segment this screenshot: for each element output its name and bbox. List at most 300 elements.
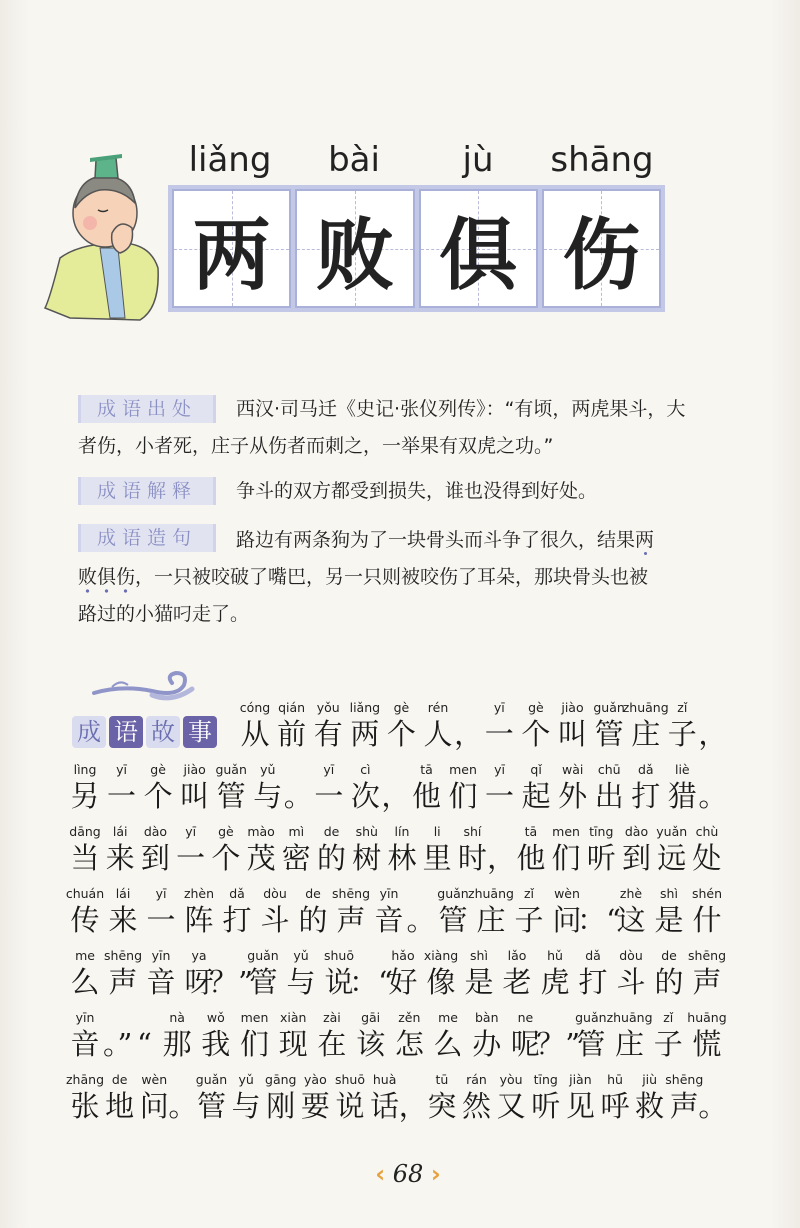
- pinyin: tā: [420, 762, 433, 777]
- pinyin: cì: [360, 762, 371, 777]
- ruby-char: [698, 762, 728, 814]
- hanzi: 个: [143, 779, 173, 813]
- source-text-line2: 者伤，小者死，庄子从伤者而刺之，一举果有双虎之功。”: [78, 435, 554, 457]
- hanzi: 到: [140, 841, 170, 875]
- pinyin: mì: [288, 824, 305, 839]
- pinyin: ya: [191, 948, 207, 963]
- hanzi: 虎: [540, 965, 570, 999]
- ruby-char: [406, 886, 436, 938]
- hanzi: 声: [669, 1089, 699, 1123]
- hanzi: ，: [487, 841, 517, 875]
- hanzi: 前: [277, 717, 307, 751]
- pinyin: zǐ: [663, 1010, 674, 1025]
- hanzi: 个: [386, 717, 416, 751]
- ruby-char: [137, 1072, 171, 1124]
- ruby-char: [238, 1010, 272, 1062]
- title-pinyin-syllable: bài: [328, 140, 380, 180]
- hanzi: 人: [423, 717, 453, 751]
- hanzi: 的: [654, 965, 684, 999]
- hanzi: 打: [222, 903, 252, 937]
- pinyin: qǐ: [530, 762, 542, 777]
- ruby-char: [385, 824, 419, 876]
- hanzi: 次: [350, 779, 380, 813]
- ruby-char: [372, 886, 406, 938]
- title-char-cell: [295, 189, 414, 308]
- hanzi: 他: [516, 841, 546, 875]
- pinyin: zhèn: [183, 886, 215, 901]
- emphasized-idiom: 败俱伤: [78, 566, 135, 594]
- ruby-char: [462, 948, 496, 1000]
- pinyin: cóng: [239, 700, 271, 715]
- pinyin: wèn: [554, 886, 580, 901]
- hanzi: 子: [667, 717, 697, 751]
- pinyin: wèn: [141, 1072, 168, 1087]
- hanzi: 。: [168, 1089, 198, 1123]
- hanzi: 又: [496, 1089, 526, 1123]
- pinyin: yǒu: [316, 700, 340, 715]
- pinyin: qián: [278, 700, 306, 715]
- ruby-char: [519, 700, 553, 752]
- pinyin: zhāng: [66, 1072, 105, 1087]
- hanzi: 张: [70, 1089, 100, 1123]
- pinyin: zhuāng: [468, 886, 514, 901]
- ruby-char: [350, 824, 384, 876]
- hanzi: 叫: [180, 779, 210, 813]
- example-text-line2: [78, 559, 648, 596]
- hanzi: ：“: [349, 965, 393, 999]
- ruby-char: [651, 1010, 685, 1062]
- ruby-char: [220, 886, 254, 938]
- pinyin: ne: [517, 1010, 534, 1025]
- hanzi: 管: [438, 903, 468, 937]
- pinyin: gè: [393, 700, 410, 715]
- ruby-char: [454, 700, 484, 752]
- ruby-char: [665, 1072, 704, 1124]
- hanzi: 。: [698, 779, 728, 813]
- pinyin: men: [240, 1010, 269, 1025]
- hanzi: ，: [454, 717, 484, 751]
- ruby-char: [141, 762, 175, 814]
- example-text-line3: 路过的小猫叼走了。: [78, 603, 250, 625]
- hanzi: 呢: [510, 1027, 540, 1061]
- ruby-char: [556, 762, 590, 814]
- hanzi: 像: [426, 965, 456, 999]
- ruby-char: [598, 1072, 632, 1124]
- ruby-char: [512, 886, 546, 938]
- pinyin: gāi: [361, 1010, 381, 1025]
- pinyin: zhè: [619, 886, 643, 901]
- pinyin: yī: [116, 762, 127, 777]
- pinyin: wǒ: [206, 1010, 225, 1025]
- ruby-char: [144, 948, 178, 1000]
- hanzi: 声: [108, 965, 138, 999]
- title-pinyin-syllable: liǎng: [188, 140, 272, 180]
- ruby-char: [311, 700, 345, 752]
- ruby-char: [199, 1010, 233, 1062]
- hanzi: 说: [324, 965, 354, 999]
- hanzi: 话: [370, 1089, 400, 1123]
- ruby-char: [409, 762, 443, 814]
- ruby-char: [182, 886, 216, 938]
- hanzi: ：“: [577, 903, 621, 937]
- ruby-char: [354, 1010, 388, 1062]
- pinyin: de: [305, 886, 321, 901]
- pinyin: guǎn: [247, 948, 279, 963]
- hanzi: 出: [594, 779, 624, 813]
- ruby-char: [614, 948, 648, 1000]
- hanzi: ，: [698, 717, 728, 751]
- pinyin: tīng: [589, 824, 614, 839]
- ruby-char: [251, 762, 285, 814]
- story-line: [65, 886, 724, 938]
- example-label: 成语造句: [78, 524, 216, 552]
- pinyin: huà: [372, 1072, 397, 1087]
- title-char: 败: [315, 210, 394, 301]
- pinyin: dǎ: [585, 948, 601, 963]
- ruby-char: [195, 1072, 229, 1124]
- ruby-char: [334, 886, 368, 938]
- pinyin: dāng: [69, 824, 101, 839]
- hanzi: 庄: [476, 903, 506, 937]
- hanzi: 问: [139, 1089, 169, 1123]
- hanzi: 们: [240, 1027, 270, 1061]
- pinyin: tīng: [533, 1072, 558, 1087]
- meaning-text: 争斗的双方都受到损失，谁也没得到好处。: [236, 480, 598, 502]
- pinyin: yī: [185, 824, 197, 839]
- pinyin: shì: [660, 886, 678, 901]
- pinyin: huāng: [687, 1010, 727, 1025]
- hanzi: 一: [484, 717, 514, 751]
- pinyin: shuō: [334, 1072, 365, 1087]
- hanzi: 与: [253, 779, 283, 813]
- pinyin: yī: [493, 700, 505, 715]
- ruby-char: [174, 824, 208, 876]
- ruby-char: [258, 886, 292, 938]
- hanzi: 然: [461, 1089, 491, 1123]
- pinyin: zěn: [398, 1010, 421, 1025]
- hanzi: 与: [231, 1089, 261, 1123]
- pinyin: dòu: [263, 886, 287, 901]
- pinyin: dào: [624, 824, 649, 839]
- hanzi: 庄: [631, 717, 661, 751]
- pinyin: gāng: [265, 1072, 297, 1087]
- hanzi: 管: [594, 717, 624, 751]
- story-label-char: 事: [183, 716, 217, 748]
- hanzi: 。”: [103, 1027, 133, 1061]
- ruby-char: [538, 948, 572, 1000]
- ruby-char: [690, 948, 724, 1000]
- hanzi: 处: [692, 841, 722, 875]
- ruby-char: [66, 1072, 105, 1124]
- hanzi: 怎: [394, 1027, 424, 1061]
- pinyin: hǎo: [391, 948, 415, 963]
- hanzi: 一: [146, 903, 176, 937]
- pinyin: de: [661, 948, 677, 963]
- pinyin: de: [323, 824, 340, 839]
- hanzi: 起: [521, 779, 551, 813]
- pinyin: gè: [528, 700, 544, 715]
- hanzi: 打: [578, 965, 608, 999]
- hanzi: 。: [406, 903, 436, 937]
- hanzi: 与: [286, 965, 316, 999]
- story-label: [72, 716, 217, 748]
- pinyin: shēng: [665, 1072, 704, 1087]
- story-label-char: 故: [146, 716, 180, 748]
- ruby-char: [536, 1010, 581, 1062]
- hanzi: 外: [558, 779, 588, 813]
- hanzi: 阵: [184, 903, 214, 937]
- hanzi: 该: [356, 1027, 386, 1061]
- story-line: [68, 1010, 727, 1062]
- pinyin: rán: [466, 1072, 487, 1087]
- ruby-char: [606, 1010, 653, 1062]
- story-line: [68, 824, 724, 876]
- pinyin: jiàn: [569, 1072, 592, 1087]
- ruby-char: [455, 824, 489, 876]
- ruby-char: [652, 948, 686, 1000]
- ruby-char: [549, 824, 583, 876]
- hanzi: 一: [314, 779, 344, 813]
- ruby-char: [665, 762, 699, 814]
- ruby-char: [398, 1072, 428, 1124]
- title-char: 伤: [562, 210, 641, 301]
- pinyin: lái: [115, 886, 131, 901]
- pinyin: shuō: [323, 948, 354, 963]
- hanzi: 一: [107, 779, 137, 813]
- hanzi: 斗: [616, 965, 646, 999]
- ruby-char: [333, 1072, 367, 1124]
- ruby-char: [312, 762, 346, 814]
- hanzi: 。: [698, 1089, 728, 1123]
- ruby-char: [665, 700, 699, 752]
- hanzi: 林: [387, 841, 417, 875]
- hanzi: 听: [531, 1089, 561, 1123]
- hanzi: 声: [336, 903, 366, 937]
- hanzi: 们: [448, 779, 478, 813]
- hanzi: 呼: [600, 1089, 630, 1123]
- hanzi: 音: [70, 1027, 100, 1061]
- ruby-char: [500, 948, 534, 1000]
- hanzi: 庄: [615, 1027, 645, 1061]
- ruby-char: [144, 886, 178, 938]
- hanzi: 我: [201, 1027, 231, 1061]
- hanzi: ，: [398, 1089, 428, 1123]
- pinyin: li: [433, 824, 441, 839]
- ruby-char: [160, 1010, 194, 1062]
- ruby-char: [368, 1072, 402, 1124]
- example-text: ，一只被咬破了嘴巴，另一只则被咬伤了耳朵，那块骨头也被: [135, 566, 649, 588]
- ruby-char: [576, 948, 610, 1000]
- ruby-char: [106, 948, 140, 1000]
- ruby-char: [276, 1010, 310, 1062]
- pinyin: dào: [143, 824, 168, 839]
- pinyin: guǎn: [575, 1010, 607, 1025]
- pinyin: jiào: [183, 762, 206, 777]
- ruby-char: [577, 886, 621, 938]
- hanzi: ？”: [536, 1027, 581, 1061]
- ruby-char: [563, 1072, 597, 1124]
- ruby-char: [584, 824, 618, 876]
- ruby-char: [514, 824, 548, 876]
- pinyin: yīn: [151, 948, 171, 963]
- ruby-char: [105, 762, 139, 814]
- hanzi: 救: [635, 1089, 665, 1123]
- pinyin: yīn: [75, 1010, 95, 1025]
- hanzi: 老: [502, 965, 532, 999]
- hanzi: 两: [350, 717, 380, 751]
- ruby-char: [431, 1010, 465, 1062]
- ruby-char: [622, 700, 669, 752]
- hanzi: 。: [283, 779, 313, 813]
- pinyin: shù: [355, 824, 378, 839]
- ruby-char: [436, 886, 470, 938]
- ruby-char: [470, 1010, 504, 1062]
- hanzi: 猎: [667, 779, 697, 813]
- hanzi: 在: [317, 1027, 347, 1061]
- ruby-char: [629, 762, 663, 814]
- story-line: [68, 762, 728, 814]
- pinyin: shēng: [332, 886, 370, 901]
- hanzi: 问: [552, 903, 582, 937]
- emphasized-idiom-char: 两: [635, 529, 655, 551]
- pinyin: yī: [494, 762, 505, 777]
- ruby-char: [296, 886, 330, 938]
- ruby-char: [386, 948, 420, 1000]
- ruby-char: [421, 700, 455, 752]
- hanzi: 好: [388, 965, 418, 999]
- hanzi: 什: [692, 903, 722, 937]
- pinyin: shén: [691, 886, 723, 901]
- meaning-label: 成语解释: [78, 477, 216, 505]
- hanzi: 刚: [266, 1089, 296, 1123]
- ruby-char: [133, 1010, 155, 1062]
- ruby-char: [468, 886, 514, 938]
- ruby-char: [348, 700, 382, 752]
- pinyin: gè: [150, 762, 166, 777]
- chevron-left-icon: ‹: [375, 1160, 386, 1188]
- ruby-char: [279, 824, 313, 876]
- page-number: [368, 1160, 448, 1188]
- hanzi: 里: [422, 841, 452, 875]
- ruby-char: [652, 886, 686, 938]
- hanzi: 的: [298, 903, 328, 937]
- ruby-char: [620, 824, 654, 876]
- pinyin: yī: [323, 762, 335, 777]
- title-pinyin-syllable: jù: [462, 140, 494, 180]
- ruby-char: [555, 700, 589, 752]
- ruby-char: [238, 700, 272, 752]
- ruby-char: [655, 824, 689, 876]
- pinyin: xiàng: [423, 948, 459, 963]
- pinyin: yǔ: [293, 948, 309, 963]
- hanzi: 个: [211, 841, 241, 875]
- ruby-char: [690, 886, 724, 938]
- source-text-line1: 西汉·司马迁《史记·张仪列传》：“有顷，两虎果斗，大: [236, 398, 686, 420]
- pinyin: shēng: [688, 948, 726, 963]
- hanzi: 远: [657, 841, 687, 875]
- pinyin: liǎng: [349, 700, 381, 715]
- page-number-text: 68: [392, 1160, 424, 1188]
- pinyin: chū: [597, 762, 621, 777]
- hanzi: 管: [216, 779, 246, 813]
- example-text: 路边有两条狗为了一块骨头而斗争了很久，结果: [236, 529, 636, 551]
- hanzi: 呀: [184, 965, 214, 999]
- pinyin: guǎn: [437, 886, 469, 901]
- ruby-char: [687, 1010, 727, 1062]
- ruby-char: [424, 948, 458, 1000]
- title-char-cell: [419, 189, 538, 308]
- pinyin: dòu: [619, 948, 643, 963]
- ruby-char: [633, 1072, 667, 1124]
- hanzi: 传: [70, 903, 100, 937]
- hanzi: 有: [313, 717, 343, 751]
- pinyin: zǐ: [677, 700, 688, 715]
- hanzi: 树: [352, 841, 382, 875]
- ruby-char: [494, 1072, 528, 1124]
- hanzi: 管: [248, 965, 278, 999]
- pinyin: shí: [463, 824, 482, 839]
- hanzi: 音: [374, 903, 404, 937]
- ruby-char: [519, 762, 553, 814]
- ruby-char: [349, 948, 393, 1000]
- pinyin: zài: [323, 1010, 341, 1025]
- story-label-char: 语: [109, 716, 143, 748]
- ruby-char: [381, 762, 411, 814]
- pinyin: shì: [470, 948, 488, 963]
- ruby-char: [209, 948, 253, 1000]
- pinyin: tū: [435, 1072, 449, 1087]
- ruby-char: [138, 824, 172, 876]
- title-pinyin: [168, 140, 668, 180]
- pinyin: jiù: [642, 1072, 658, 1087]
- pinyin: hǔ: [547, 948, 563, 963]
- story-label-char: 成: [72, 716, 106, 748]
- pinyin: guǎn: [195, 1072, 228, 1087]
- ruby-char: [592, 762, 626, 814]
- ruby-char: [698, 700, 728, 752]
- pinyin: dǎ: [637, 762, 654, 777]
- ruby-char: [246, 948, 280, 1000]
- hanzi: 慌: [692, 1027, 722, 1061]
- ruby-char: [284, 948, 318, 1000]
- title-pinyin-syllable: shāng: [550, 140, 654, 180]
- ruby-char: [68, 1010, 102, 1062]
- pinyin: men: [449, 762, 477, 777]
- ruby-char: [264, 1072, 298, 1124]
- hanzi: 另: [70, 779, 100, 813]
- title-char: 俱: [439, 210, 518, 301]
- pinyin: lái: [112, 824, 128, 839]
- ruby-char: [392, 1010, 426, 1062]
- hanzi: 子: [653, 1027, 683, 1061]
- hanzi: 现: [278, 1027, 308, 1061]
- hanzi: 见: [565, 1089, 595, 1123]
- source-label: 成语出处: [78, 395, 216, 423]
- pinyin: chuán: [65, 886, 105, 901]
- ruby-char: [298, 1072, 332, 1124]
- hanzi: 听: [586, 841, 616, 875]
- story-line: [66, 1072, 728, 1124]
- ruby-char: [446, 762, 480, 814]
- ruby-char: [168, 1072, 198, 1124]
- hanzi: 的: [317, 841, 347, 875]
- hanzi: 地: [105, 1089, 135, 1123]
- pinyin: guǎn: [215, 762, 247, 777]
- pinyin: yào: [304, 1072, 327, 1087]
- pinyin: me: [438, 1010, 458, 1025]
- hanzi: 一: [176, 841, 206, 875]
- ruby-char: [483, 762, 517, 814]
